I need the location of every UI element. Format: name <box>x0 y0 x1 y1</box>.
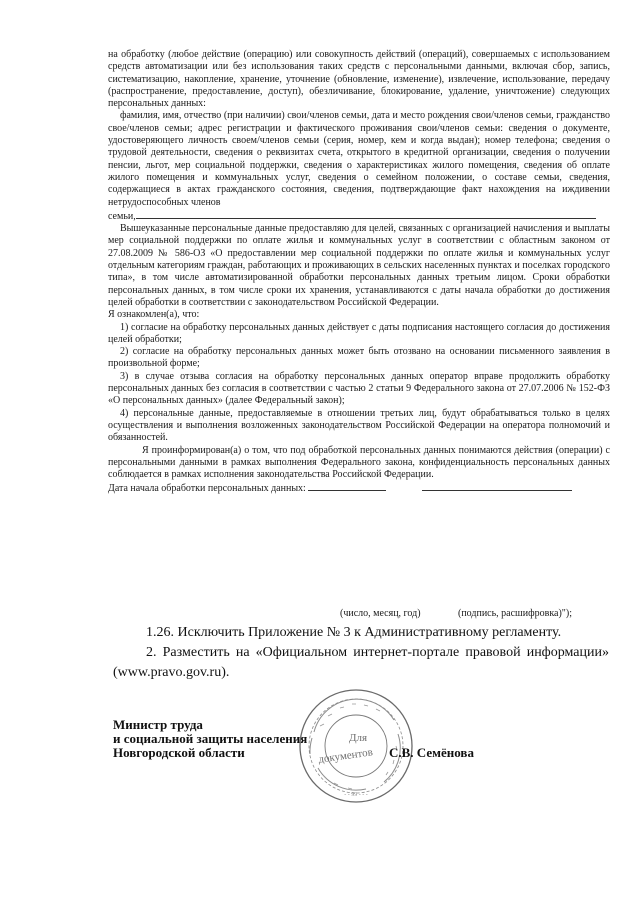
consent-text-block <box>108 49 610 496</box>
signatory-title-line-1: Министр труда <box>113 717 203 732</box>
start-date-label: Дата начала обработки персональных данных: <box>108 483 306 495</box>
paragraph-purposes: Вышеуказанные персональные данные предоставляю для целей, связанных с организацией начисления и выплаты мер социальной поддержки по оплате жилья и коммунальных услуг в соответствии с областным законом от 27.08.2009 № 586-ОЗ «О предоставлении мер социальной поддержки по оплате жилья и коммунальных услуг отдельным категориям граждан, работающих и проживающих в сельских населенных пунктах и поселках городского типа», в том числе автоматизированной обработки персональных данных третьим лицом. Сроки обработки персональных данных, в том числе сроки их хранения, устанавливаются с даты начала обработки до достижения целей обработки в соответствии с законодательством Российской Федерации. <box>108 223 610 308</box>
signature-caption: (подпись, расшифровка)"); <box>458 608 572 619</box>
acknowledgement-item-4: 4) персональные данные, предоставляемые в отношении третьих лиц, будут обрабатываться только в целях осуществления и выполнения возложенных законодательством Российской Федерации на оператора полномочий и обязанностей. <box>108 407 610 444</box>
paragraph-start-date <box>108 481 610 495</box>
clause-2-publish: 2. Разместить на «Официальном интернет-портале правовой информации» (www.pravo.gov.ru). <box>113 645 609 680</box>
date-caption: (число, месяц, год) <box>340 608 421 619</box>
signatory-title-line-2: и социальной защиты населения <box>113 731 308 746</box>
signature-block <box>113 718 307 760</box>
paragraph-processing-definition: на обработку (любое действие (операцию) или совокупность действий (операций), совершаемых с использованием средств автоматизации или без использования таких средств с персональными данными, включая сбор, запись, систематизацию, накопление, хранение, уточнение (обновление, изменение), извлечение, использование, передачу (распространение, предоставление, доступ), обезличивание, блокирование, удаление, уничтожение) следующих персональных данных: <box>108 49 610 110</box>
svg-text:- - 99 - - -: - - 99 - - - <box>344 792 368 798</box>
acknowledgement-item-2: 2) согласие на обработку персональных данных может быть отозвано на основании письменного заявления в произвольной форме; <box>108 346 610 370</box>
signatory-title-line-3: Новгородской области <box>113 745 245 760</box>
signatory-name: С.В. Семёнова <box>389 745 474 760</box>
family-members-blank-line <box>136 209 596 219</box>
acknowledgement-item-3: 3) в случае отзыва согласия на обработку персональных данных оператор вправе продолжить обработку персональных данных без согласия в соответствии с частью 2 статьи 9 Федерального закона от 27.07.2006 № 152-ФЗ «О персональных данных» (далее Федеральный закон); <box>108 370 610 407</box>
stamp-text-line-1: Для <box>348 732 368 744</box>
family-line-label: семьи, <box>108 210 136 222</box>
paragraph-family-line <box>108 209 610 223</box>
clause-1-26: 1.26. Исключить Приложение № 3 к Административному регламенту. <box>146 625 562 640</box>
paragraph-personal-data-list <box>108 110 610 208</box>
acknowledgement-item-1: 1) согласие на обработку персональных данных действует с даты подписания настоящего согласия до достижения целей обработки; <box>108 321 610 345</box>
paragraph-acknowledged: Я ознакомлен(а), что: <box>108 309 200 321</box>
paragraph-informed: Я проинформирован(а) о том, что под обработкой персональных данных понимаются действия (операции) с персональными данными в рамках выполнения Федерального закона, конфиденциальность персональных данных соблюдается в рамках исполнения законодательства Российской Федерации. <box>108 444 610 481</box>
stamp-text-line-2: документов <box>317 746 374 766</box>
signature-blank-line <box>422 481 572 491</box>
start-date-blank-line <box>308 481 386 491</box>
personal-data-list-text: фамилия, имя, отчество (при наличии) свои/членов семьи, дата и место рождения свои/членов семьи, гражданство свое/членов семьи; адрес регистрации и фактического проживания свои/членов семьи: сведения о документе, удостоверяющего личность своем/членов семьи (серия, номер, кем и когда выдан); номер телефона; сведения о трудовой деятельности, сведения о реквизитах счета, открытого в кредитной организации, сведения о получении пенсии, льгот, мер социальной поддержки, сведения о характеристиках жилого помещения, сведения об оплате жилого помещения и коммунальных услуг, сведения о семейном положении, о составе семьи, сведения, содержащиеся в актах гражданского состояния, сведения, подтверждающие факт нахождения на иждивении нетрудоспособных членов <box>108 110 610 208</box>
